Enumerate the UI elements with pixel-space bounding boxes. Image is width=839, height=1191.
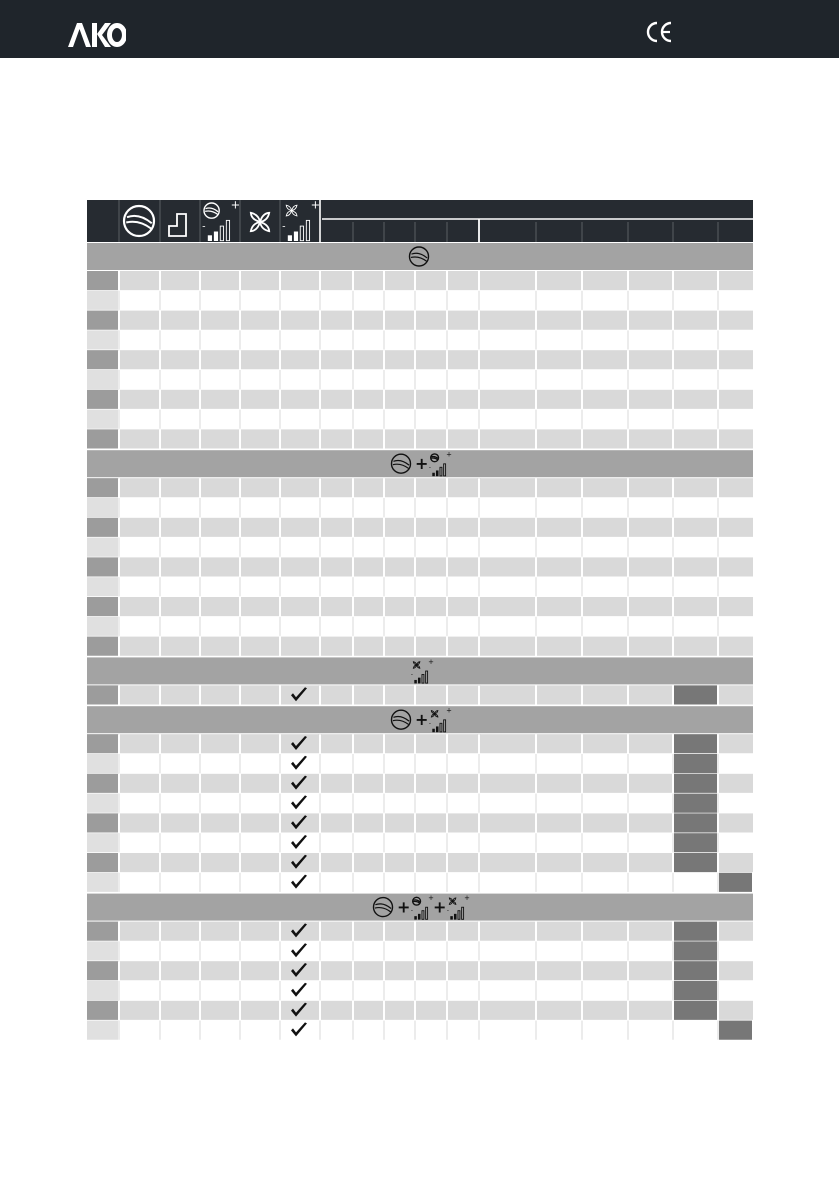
svg-text:+: + <box>310 197 321 212</box>
svg-text:+: + <box>397 897 411 917</box>
svg-text:-: - <box>410 672 413 679</box>
row-label-cell <box>87 311 119 331</box>
row-label-cell <box>87 498 119 518</box>
table-row <box>87 557 753 577</box>
svg-text:-: - <box>202 221 206 233</box>
row-label-cell <box>87 922 119 942</box>
svg-text:-: - <box>428 721 431 728</box>
table-row <box>87 774 753 794</box>
table-row <box>87 813 753 833</box>
table-row <box>87 350 753 370</box>
svg-text:+: + <box>464 894 470 903</box>
table-row <box>87 498 753 518</box>
highlight-cell <box>674 794 717 814</box>
row-label-cell <box>87 794 119 814</box>
plus-icon <box>415 710 428 729</box>
highlight-cell <box>674 734 717 754</box>
table-row <box>87 429 753 449</box>
highlight-cell <box>719 1021 752 1041</box>
row-label-cell <box>87 685 119 705</box>
row-label-cell <box>87 518 119 538</box>
row-label-cell <box>87 538 119 558</box>
svg-text:+: + <box>446 706 452 715</box>
svg-text:-: - <box>282 221 286 233</box>
table-row <box>87 754 753 774</box>
row-label-cell <box>87 330 119 350</box>
svg-text:+: + <box>433 897 447 917</box>
svg-text:-: - <box>446 908 449 915</box>
highlight-cell <box>674 813 717 833</box>
highlight-cell <box>674 941 717 961</box>
row-label-cell <box>87 873 119 893</box>
table-body <box>87 243 753 1040</box>
table-row <box>87 853 753 873</box>
svg-text:+: + <box>446 450 452 459</box>
row-label-cell <box>87 1021 119 1041</box>
highlight-cell <box>674 853 717 873</box>
table-row <box>87 577 753 597</box>
table-row <box>87 794 753 814</box>
table-row <box>87 518 753 538</box>
table-row <box>87 617 753 637</box>
highlight-cell <box>674 754 717 774</box>
row-label-cell <box>87 853 119 873</box>
row-label-cell <box>87 1001 119 1021</box>
table-row <box>87 833 753 853</box>
table-row <box>87 370 753 390</box>
table-row <box>87 1001 753 1021</box>
svg-text:+: + <box>230 197 241 212</box>
table-row <box>87 478 753 498</box>
table-row <box>87 291 753 311</box>
row-label-cell <box>87 961 119 981</box>
row-label-cell <box>87 754 119 774</box>
highlight-cell <box>674 833 717 853</box>
table-row <box>87 390 753 410</box>
row-label-cell <box>87 941 119 961</box>
row-label-cell <box>87 350 119 370</box>
table-row <box>87 410 753 430</box>
table-row <box>87 873 753 893</box>
plus-icon <box>433 898 446 917</box>
svg-text:+: + <box>428 894 434 903</box>
plus-icon <box>397 898 410 917</box>
table-row <box>87 961 753 981</box>
row-label-cell <box>87 734 119 754</box>
svg-text:+: + <box>415 454 429 474</box>
row-label-cell <box>87 370 119 390</box>
row-label-cell <box>87 429 119 449</box>
table-row <box>87 734 753 754</box>
plus-icon <box>415 454 428 473</box>
table-row <box>87 311 753 331</box>
table-row <box>87 981 753 1001</box>
row-label-cell <box>87 597 119 617</box>
svg-text:+: + <box>415 710 429 730</box>
table-row <box>87 637 753 657</box>
row-label-cell <box>87 577 119 597</box>
highlight-cell <box>674 774 717 794</box>
table-header <box>87 198 753 242</box>
highlight-cell <box>674 685 717 705</box>
svg-text:-: - <box>428 465 431 472</box>
row-label-cell <box>87 813 119 833</box>
highlight-cell <box>674 922 717 942</box>
svg-text:+: + <box>428 657 434 666</box>
table-row <box>87 1021 753 1041</box>
table-row <box>87 538 753 558</box>
highlight-cell <box>674 981 717 1001</box>
row-label-cell <box>87 833 119 853</box>
table-row <box>87 941 753 961</box>
row-label-cell <box>87 390 119 410</box>
row-label-cell <box>87 291 119 311</box>
table-row <box>87 330 753 350</box>
highlight-cell <box>674 961 717 981</box>
highlight-cell <box>719 873 752 893</box>
table-row <box>87 271 753 291</box>
table-row <box>87 922 753 942</box>
row-label-cell <box>87 410 119 430</box>
highlight-cell <box>674 1001 717 1021</box>
row-label-cell <box>87 557 119 577</box>
svg-text:-: - <box>410 908 413 915</box>
row-label-cell <box>87 637 119 657</box>
row-label-cell <box>87 981 119 1001</box>
row-label-cell <box>87 271 119 291</box>
row-label-cell <box>87 478 119 498</box>
row-label-cell <box>87 774 119 794</box>
table-row <box>87 685 753 705</box>
table-row <box>87 597 753 617</box>
row-label-cell <box>87 617 119 637</box>
